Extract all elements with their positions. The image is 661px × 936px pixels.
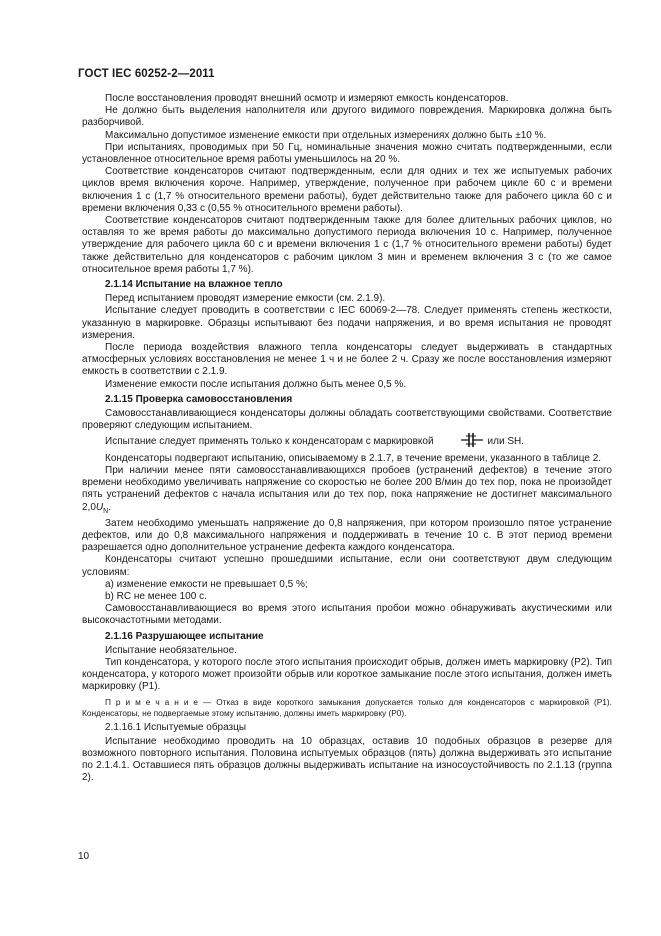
paragraph: Конденсаторы считают успешно прошедшими испытание, если они соответствуют двум следующим условиям: [82, 554, 612, 578]
paragraph [82, 465, 612, 518]
section-heading-2-1-14: 2.1.14 Испытание на влажное тепло [105, 279, 283, 291]
self-healing-capacitor-symbol-icon [438, 432, 483, 452]
paragraph: Перед испытанием проводят измерение емкости (см. 2.1.9). [105, 293, 386, 305]
paragraph: Затем необходимо уменьшать напряжение до 0,8 напряжения, при котором произошло пятое устранение дефектов, или до 0,8 максимального напряжения и поддерживать в течение 10 с. В этот период времени разрешается одно дополнительное устранение дефекта каждого конденсатора. [82, 517, 612, 554]
paragraph: Самовосстанавливающиеся конденсаторы должны обладать соответствующими свойствами. Соответствие проверяют следующим испытанием. [82, 408, 612, 432]
paragraph-text: или SH. [487, 436, 525, 448]
list-item: a) изменение емкости не превышает 0,5 %; [105, 578, 308, 590]
section-heading-2-1-15: 2.1.15 Проверка самовосстановления [105, 393, 293, 405]
paragraph: После восстановления проводят внешний осмотр и измеряют емкость конденсаторов. [105, 93, 509, 104]
section-heading-2-1-16: 2.1.16 Разрушающее испытание [105, 630, 264, 642]
paragraph-with-symbol [82, 432, 612, 452]
voltage-subscript: N [103, 507, 109, 515]
paragraph: Испытание необязательное. [105, 644, 237, 656]
paragraph-text: . [108, 501, 111, 513]
list-item: b) RC не менее 100 с. [105, 590, 207, 602]
page-number: 10 [78, 851, 90, 862]
paragraph: Соответствие конденсаторов считают подтвержденным, если для одних и тех же испытуемых рабочих циклов время включения короче. Например, утверждение, полученное при рабочем цикле 60 с и времени включения 1 с (1,7 % относительного времени работы), будет действительно также для рабочего цикла 60 с и времени включения 0,33 с (0,55 % относительного времени работы). [82, 166, 612, 214]
paragraph: После периода воздействия влажного тепла конденсаторы следует выдерживать в стандартных атмосферных условиях восстановления не менее 1 ч и не более 2 ч. Сразу же после восстановления измеряют емкость в соответствии с 2.1.9. [82, 342, 612, 378]
paragraph: Самовосстанавливающиеся во время этого испытания пробои можно обнаруживать акустическими или высокочастотными методами. [82, 603, 612, 627]
paragraph: Соответствие конденсаторов считают подтвержденным также для более длительных рабочих циклов, но оставляя то же время работы до максимально допустимого периода включения 10 с. Например, полученное утверждение для рабочего цикла 60 с и времени включения 1 с (1,7 % относительного времени работы) будет также действительно для конденсаторов с рабочим циклом 3 мин и временем включения 3 с (то же самое относительное время работы 1,7 %). [82, 215, 612, 275]
paragraph: Испытание необходимо проводить на 10 образцах, оставив 10 подобных образцов в резерве для возможного повторного испытания. Половина испытуемых образцов (пять) должна выдерживать это испытание по 2.1.4.1. Оставшиеся пять образцов должны выдерживать испытание на износоустойчивость по 2.1.13 (группа 2). [82, 735, 612, 784]
voltage-variable: U [95, 501, 104, 513]
paragraph: Максимально допустимое изменение емкости при отдельных измерениях должно быть ±10 %. [105, 129, 547, 141]
paragraph: При испытаниях, проводимых при 50 Гц, номинальные значения можно считать подтвержденными, если установленное относительное время работы уменьшилось на 20 %. [82, 141, 612, 166]
subsection-heading-2-1-16-1: 2.1.16.1 Испытуемые образцы [105, 722, 247, 734]
paragraph: Конденсаторы подвергают испытанию, описываемому в 2.1.7, в течение времени, указанного в таблице 2. [105, 452, 602, 464]
paragraph: Тип конденсатора, у которого после этого испытания происходит обрыв, должен иметь маркировку (P2). Тип конденсатора, у которого может произойти обрыв или короткое замыкание после этого испытания, должен иметь маркировку (P1). [82, 656, 612, 693]
document-body [82, 93, 612, 784]
paragraph-text: Испытание следует применять только к конденсаторам с маркировкой [105, 436, 434, 448]
note: П р и м е ч а н и е — Отказ в виде короткого замыкания допускается только для конденсаторов с маркировкой (P1). Конденсаторы, не подвергаемые этому испытанию, должны иметь маркировку (P0). [82, 696, 612, 718]
paragraph-text: При наличии менее пяти самовосстанавливающихся пробоев (устранений дефектов) в течение этого времени необходимо увеличивать напряжение со скоростью не более 200 В/мин до тех пор, пока не произойдет пять устранений дефектов с начала испытания или до тех пор, пока напряжение не достигнет максимального 2,0 [82, 464, 612, 513]
document-header: ГОСТ IEC 60252-2—2011 [78, 68, 215, 80]
paragraph: Испытание следует проводить в соответствии с IEC 60069-2—78. Следует применять степень жесткости, указанную в маркировке. Образцы испытывают без подачи напряжения, и во время испытания не проводят измерения. [82, 305, 612, 341]
paragraph: Не должно быть выделения наполнителя или другого видимого повреждения. Маркировка должна быть разборчивой. [82, 105, 612, 129]
paragraph: Изменение емкости после испытания должно быть менее 0,5 %. [105, 378, 407, 390]
